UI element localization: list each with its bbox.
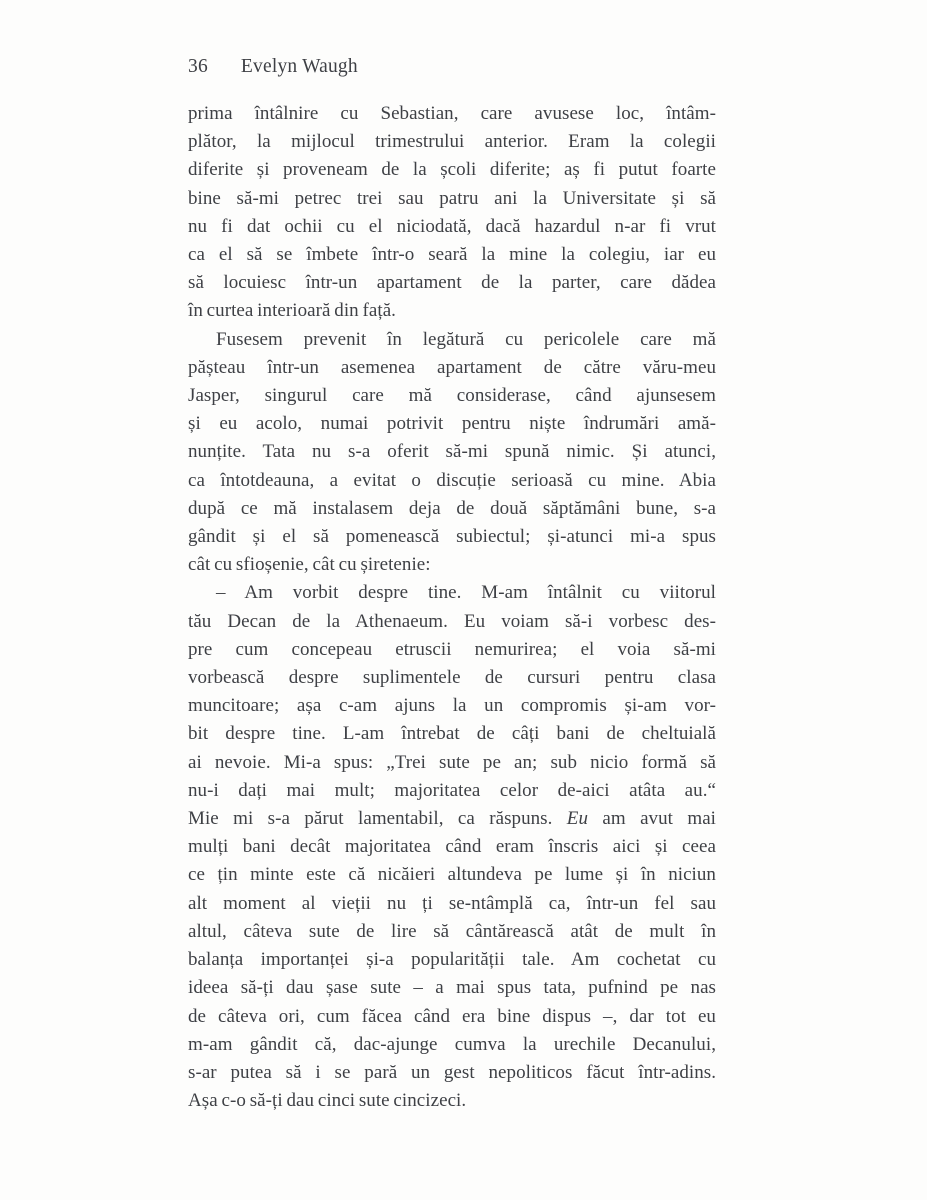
- text-segment: ce țin minte este că nicăieri altundeva pe lume și în niciun: [188, 864, 716, 886]
- text-segment: Așa c-o să-ți dau cinci sute cincizeci.: [188, 1090, 467, 1112]
- text-segment: mulți bani decât majoritatea când eram înscris aici și ceea: [188, 836, 716, 858]
- text-segment: gândit și el să pomenească subiectul; și-atunci mi-a spus: [188, 526, 716, 548]
- text-line: [188, 720, 716, 748]
- text-segment: în curtea interioară din față.: [188, 300, 396, 322]
- running-header: [188, 55, 358, 79]
- text-segment: ai nevoie. Mi-a spus: „Trei sute pe an; sub nicio formă să: [188, 751, 716, 773]
- text-line: [188, 185, 716, 213]
- text-line: [188, 664, 716, 692]
- text-segment: și eu acolo, numai potrivit pentru niște îndrumări amă-: [188, 413, 716, 435]
- page-number: 36: [188, 56, 208, 77]
- text-line: [188, 354, 716, 382]
- text-segment: cât cu sfioșenie, cât cu șiretenie:: [188, 554, 431, 576]
- text-line: [188, 974, 716, 1002]
- text-segment: ca el să se îmbete într-o seară la mine la colegiu, iar eu: [188, 244, 716, 266]
- text-segment: Jasper, singurul care mă considerase, când ajunsesem: [188, 385, 716, 407]
- text-line: [188, 269, 716, 297]
- text-line: [188, 861, 716, 889]
- text-line: [188, 946, 716, 974]
- text-line: [188, 438, 716, 466]
- paragraph: [188, 100, 716, 326]
- text-segment: după ce mă instalasem deja de două săptămâni bune, s-a: [188, 497, 716, 519]
- text-line: [188, 326, 716, 354]
- text-line: [188, 551, 716, 579]
- text-line: [188, 579, 716, 607]
- text-line: [188, 1003, 716, 1031]
- text-segment: de câteva ori, cum făcea când era bine dispus –, dar tot eu: [188, 1005, 716, 1027]
- text-line: [188, 918, 716, 946]
- text-line: [188, 100, 716, 128]
- text-segment: plător, la mijlocul trimestrului anterior. Eram la colegii: [188, 131, 716, 153]
- text-line: [188, 608, 716, 636]
- text-line: [188, 297, 716, 325]
- text-line: [188, 523, 716, 551]
- text-line: [188, 213, 716, 241]
- text-segment: pre cum concepeau etruscii nemurirea; el voia să-mi: [188, 638, 716, 660]
- text-line: [188, 1087, 716, 1115]
- text-line: [188, 777, 716, 805]
- text-segment: am avut mai: [588, 808, 717, 830]
- body-text: [188, 100, 716, 1115]
- text-line: [188, 833, 716, 861]
- text-segment: nu fi dat ochii cu el niciodată, dacă hazardul n-ar fi vrut: [188, 215, 716, 237]
- text-line: [188, 410, 716, 438]
- text-segment: ideea să-ți dau șase sute – a mai spus tata, pufnind pe nas: [188, 977, 716, 999]
- text-segment: bine să-mi petrec trei sau patru ani la Universitate și să: [188, 187, 716, 209]
- text-line: [188, 156, 716, 184]
- italic-text: Eu: [566, 808, 589, 830]
- text-segment: Mie mi s-a părut lamentabil, ca răspuns.: [188, 808, 567, 830]
- text-segment: balanța importanței și-a popularității tale. Am cochetat cu: [188, 949, 716, 971]
- text-line: [188, 1059, 716, 1087]
- text-segment: m-am gândit că, dac-ajunge cumva la urechile Decanului,: [188, 1033, 716, 1055]
- text-segment: muncitoare; așa c-am ajuns la un compromis și-am vor-: [188, 695, 716, 717]
- text-line: [188, 805, 716, 833]
- paragraph: [188, 326, 716, 580]
- text-segment: bit despre tine. L-am întrebat de câți bani de cheltuială: [188, 723, 716, 745]
- text-line: [188, 636, 716, 664]
- text-segment: altul, câteva sute de lire să cântărească atât de mult în: [188, 920, 716, 942]
- text-segment: – Am vorbit despre tine. M-am întâlnit cu viitorul: [216, 582, 716, 604]
- paragraph: [188, 579, 716, 1115]
- text-segment: ca întotdeauna, a evitat o discuție serioasă cu mine. Abia: [188, 469, 716, 491]
- text-line: [188, 1031, 716, 1059]
- text-segment: nu-i dați mai mult; majoritatea celor de-aici atâta au.“: [188, 779, 716, 801]
- text-segment: pășteau într-un asemenea apartament de către văru-meu: [188, 356, 716, 378]
- text-line: [188, 692, 716, 720]
- text-segment: vorbească despre suplimentele de cursuri pentru clasa: [188, 667, 716, 689]
- text-line: [188, 467, 716, 495]
- text-line: [188, 382, 716, 410]
- text-line: [188, 128, 716, 156]
- text-segment: prima întâlnire cu Sebastian, care avusese loc, întâm-: [188, 103, 716, 124]
- text-line: [188, 890, 716, 918]
- text-segment: să locuiesc într-un apartament de la parter, care dădea: [188, 272, 716, 294]
- text-segment: Fusesem prevenit în legătură cu pericolele care mă: [216, 328, 716, 350]
- text-line: [188, 241, 716, 269]
- text-segment: tău Decan de la Athenaeum. Eu voiam să-i vorbesc des-: [188, 610, 716, 632]
- text-segment: diferite și proveneam de la școli diferite; aș fi putut foarte: [188, 159, 716, 181]
- text-line: [188, 495, 716, 523]
- running-author: Evelyn Waugh: [240, 56, 358, 77]
- text-segment: alt moment al vieții nu ți se-ntâmplă ca, într-un fel sau: [188, 892, 716, 914]
- text-line: [188, 749, 716, 777]
- text-segment: nunțite. Tata nu s-a oferit să-mi spună nimic. Și atunci,: [188, 441, 716, 463]
- text-segment: s-ar putea să i se pară un gest nepoliticos făcut într-adins.: [188, 1061, 716, 1083]
